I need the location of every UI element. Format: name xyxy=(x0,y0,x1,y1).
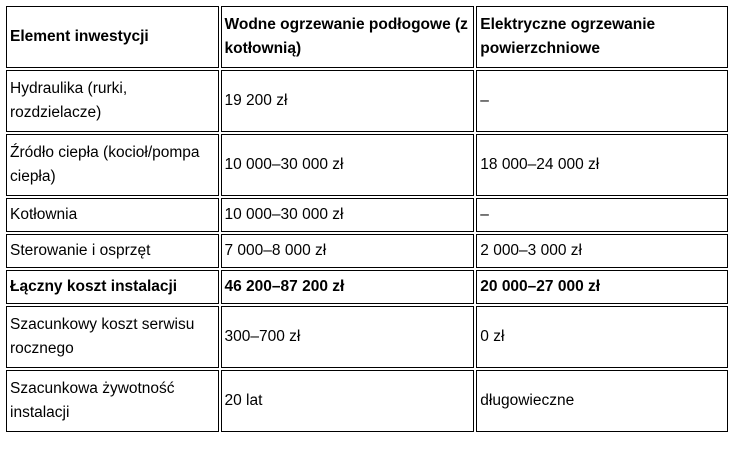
table-row-service-cost xyxy=(6,306,728,368)
table-row-heat-source xyxy=(6,134,728,196)
water-cost-cell xyxy=(221,306,475,368)
cell-value: 300–700 zł xyxy=(224,328,301,345)
water-cost-cell xyxy=(221,70,475,132)
row-label: Hydraulika (rurki, rozdzielacze) xyxy=(10,80,128,121)
header-cell-element xyxy=(6,6,219,68)
cell-value: 20 lat xyxy=(224,392,263,409)
cell-value: 46 200–87 200 zł xyxy=(224,278,345,295)
table-row-controls xyxy=(6,234,728,268)
row-label-cell xyxy=(6,270,219,304)
cell-value: 10 000–30 000 zł xyxy=(224,156,344,173)
row-label: Kotłownia xyxy=(10,206,78,223)
cell-value: 20 000–27 000 zł xyxy=(480,278,601,295)
row-label-cell xyxy=(6,370,219,432)
row-label-cell xyxy=(6,306,219,368)
header-cell-electric-heating xyxy=(476,6,728,68)
row-label-cell xyxy=(6,70,219,132)
cell-value: – xyxy=(480,92,489,109)
row-label-cell xyxy=(6,134,219,196)
table-row-boiler-room xyxy=(6,198,728,232)
electric-cost-cell xyxy=(476,306,728,368)
electric-cost-cell xyxy=(476,198,728,232)
table-row-lifespan xyxy=(6,370,728,432)
row-label: Sterowanie i osprzęt xyxy=(10,242,151,259)
cell-value: długowieczne xyxy=(480,392,575,409)
row-label: Źródło ciepła (kocioł/pompa ciepła) xyxy=(10,144,200,185)
row-label: Łączny koszt instalacji xyxy=(10,278,178,295)
water-cost-cell xyxy=(221,270,475,304)
cell-value: 0 zł xyxy=(480,328,505,345)
cell-value: 18 000–24 000 zł xyxy=(480,156,600,173)
water-cost-cell xyxy=(221,234,475,268)
cell-value: – xyxy=(480,206,489,223)
water-cost-cell xyxy=(221,198,475,232)
electric-cost-cell xyxy=(476,234,728,268)
row-label-cell xyxy=(6,198,219,232)
electric-cost-cell xyxy=(476,370,728,432)
header-label: Element inwestycji xyxy=(10,28,149,45)
cell-value: 7 000–8 000 zł xyxy=(224,242,327,259)
cost-comparison-table xyxy=(4,4,730,434)
row-label: Szacunkowy koszt serwisu rocznego xyxy=(10,316,195,357)
header-label: Elektryczne ogrzewanie powierzchniowe xyxy=(480,16,656,57)
row-label: Szacunkowa żywotność instalacji xyxy=(10,380,175,421)
table-row-hydraulics xyxy=(6,70,728,132)
header-label: Wodne ogrzewanie podłogowe (z kotłownią) xyxy=(224,16,468,57)
cell-value: 2 000–3 000 zł xyxy=(480,242,582,259)
water-cost-cell xyxy=(221,134,475,196)
table-header-row xyxy=(6,6,728,68)
cell-value: 19 200 zł xyxy=(224,92,288,109)
electric-cost-cell xyxy=(476,70,728,132)
electric-cost-cell xyxy=(476,134,728,196)
row-label-cell xyxy=(6,234,219,268)
electric-cost-cell xyxy=(476,270,728,304)
water-cost-cell xyxy=(221,370,475,432)
cell-value: 10 000–30 000 zł xyxy=(224,206,344,223)
header-cell-water-heating xyxy=(221,6,475,68)
table-row-total-cost xyxy=(6,270,728,304)
